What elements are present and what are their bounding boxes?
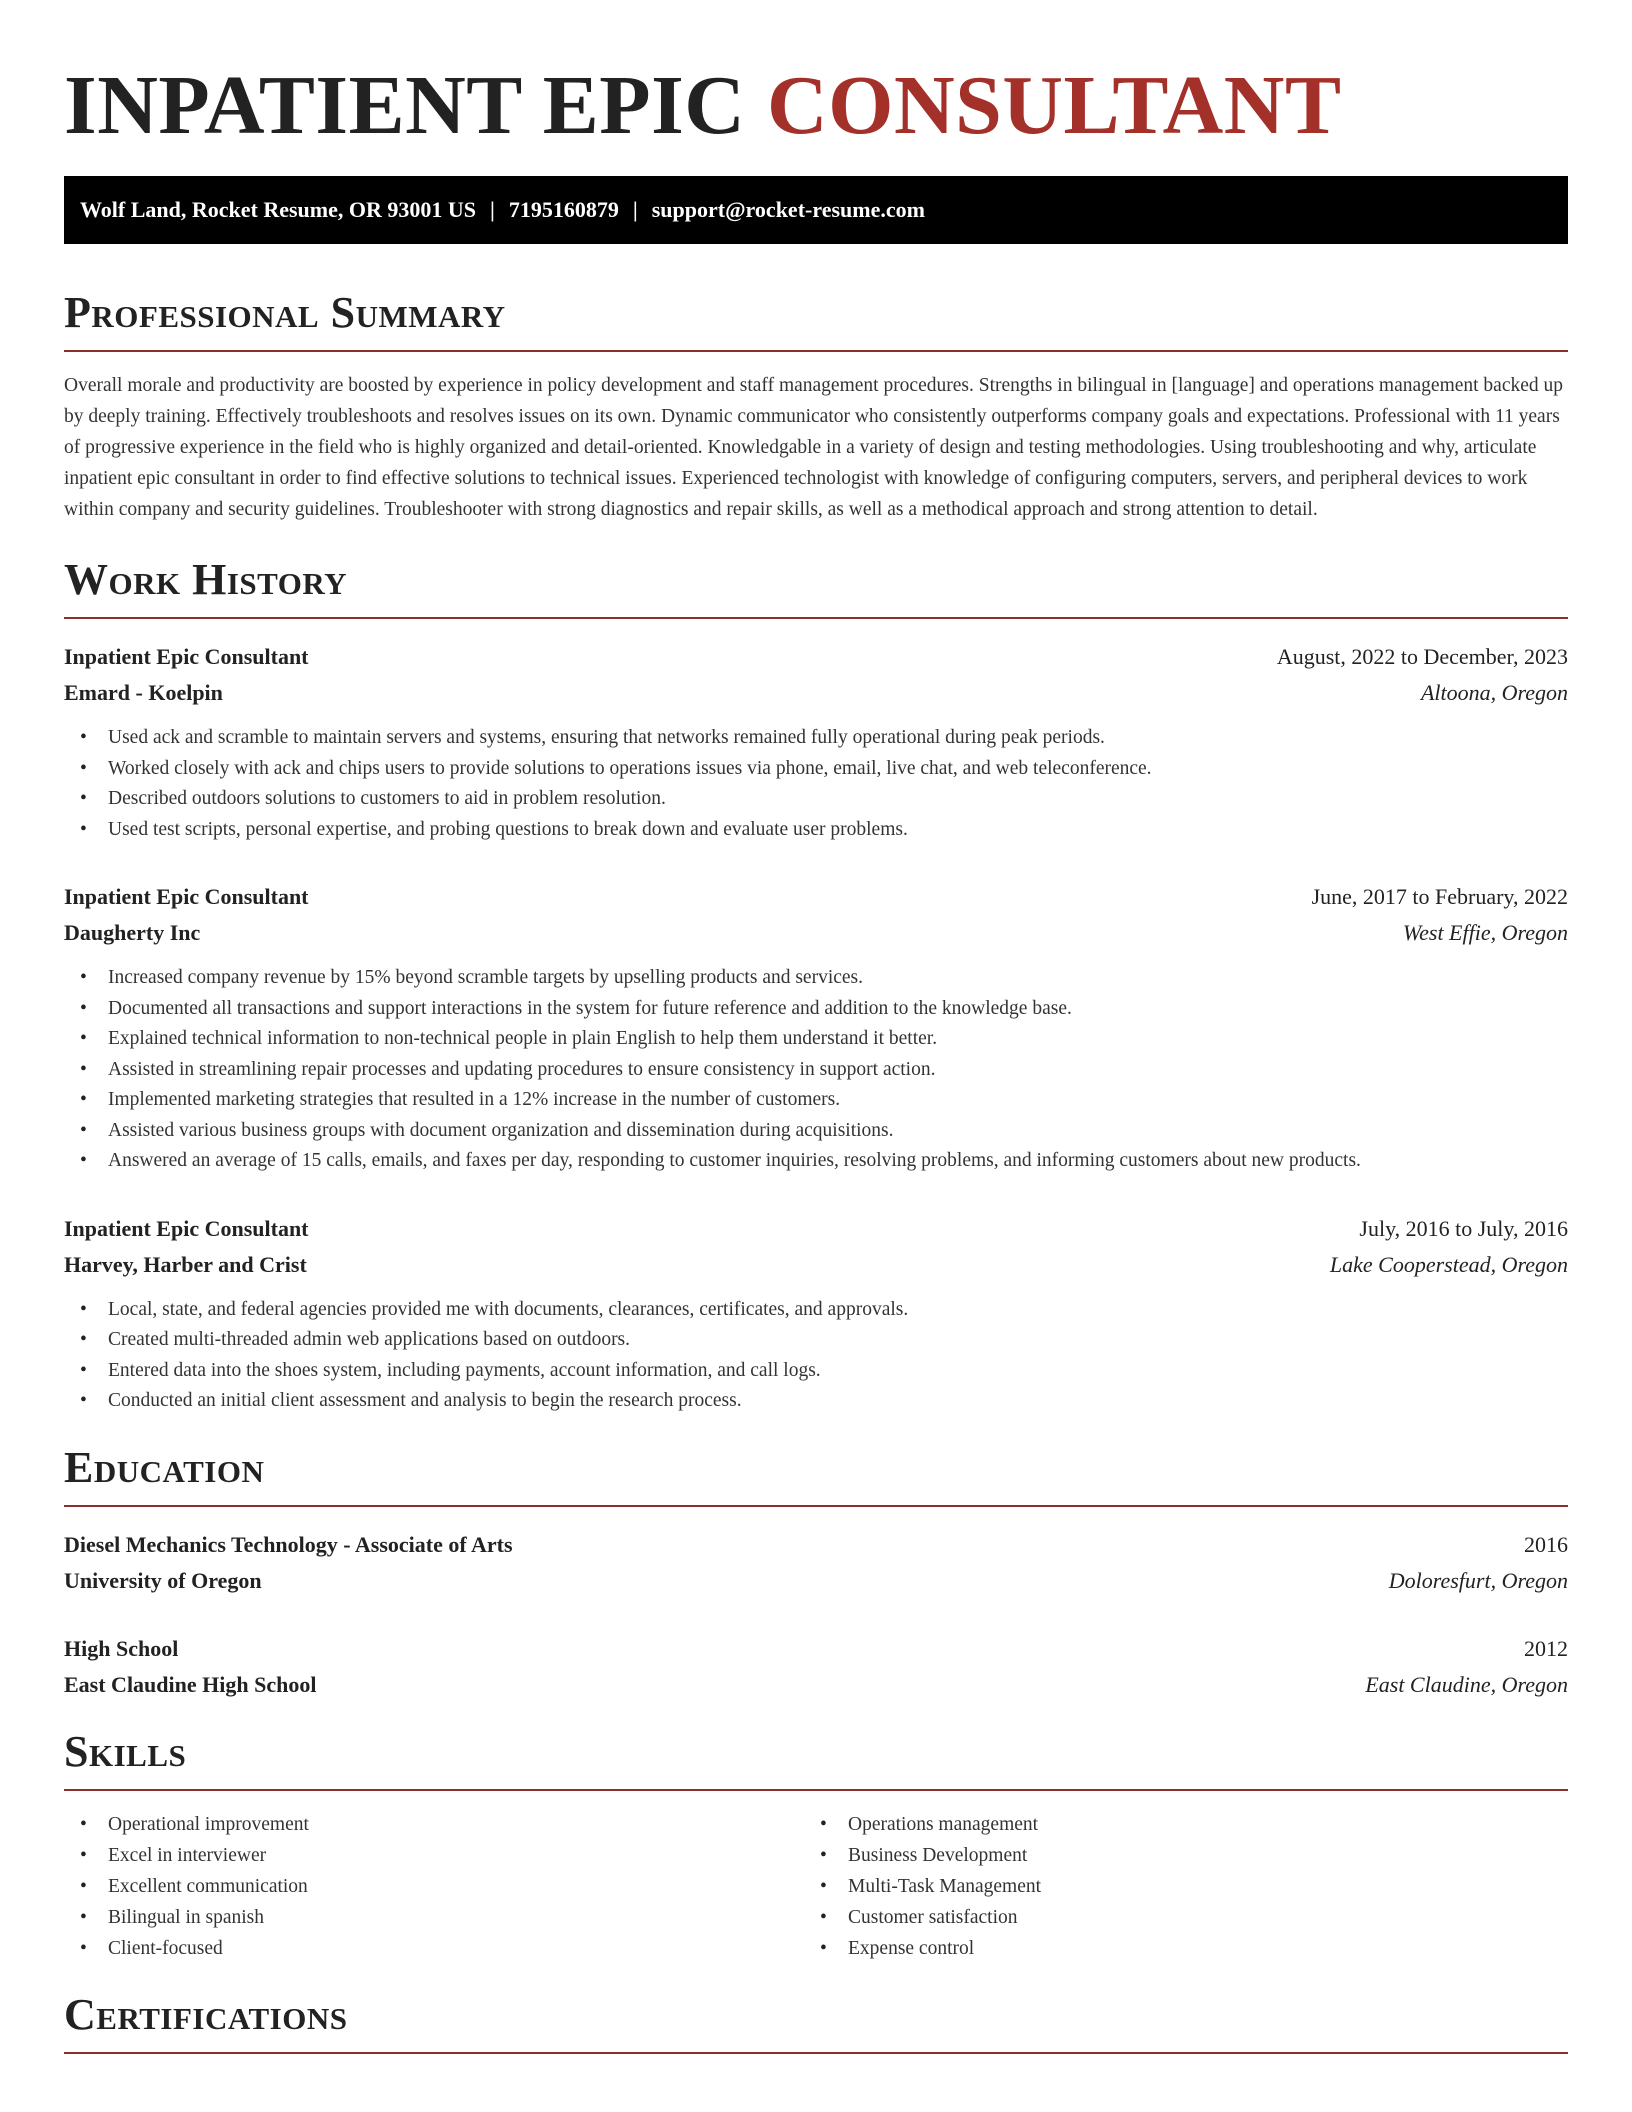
page-title (64, 60, 1568, 152)
job-dates: August, 2022 to December, 2023 (1276, 644, 1568, 669)
job-company: Harvey, Harber and Crist (64, 1251, 307, 1277)
skill-item: • Excel in interviewer (64, 1840, 804, 1871)
contact-separator: | (632, 197, 638, 222)
education-degree-row (64, 1527, 1568, 1563)
job-header-row (64, 879, 1568, 915)
list-item: • Described outdoors solutions to customers to aid in problem resolution. (64, 784, 1568, 815)
list-item: • Assisted in streamlining repair processes and updating procedures to ensure consistency in support action. (64, 1055, 1568, 1086)
resume-page (64, 0, 1568, 2054)
education-year: 2016 (1524, 1531, 1568, 1557)
education-location: East Claudine, Oregon (1365, 1671, 1568, 1697)
job-dates: June, 2017 to February, 2022 (1311, 884, 1568, 909)
education-school: East Claudine High School (64, 1671, 317, 1697)
skill-item: • Business Development (804, 1840, 1544, 1871)
list-item: • Assisted various business groups with document organization and dissemination during acquisitions. (64, 1116, 1568, 1147)
education-school-row (64, 1563, 1568, 1599)
list-item: • Local, state, and federal agencies provided me with documents, clearances, certificates, and approvals. (64, 1295, 1568, 1326)
job-company: Emard - Koelpin (64, 680, 223, 705)
job-company-row (64, 1247, 1568, 1283)
section-heading-education: Education (64, 1443, 1568, 1507)
education-degree: High School (64, 1635, 179, 1661)
job-bullets (64, 723, 1568, 845)
list-item: • Used test scripts, personal expertise, and probing questions to break down and evaluate user problems. (64, 815, 1568, 846)
education-degree-row (64, 1631, 1568, 1667)
contact-separator: | (490, 197, 495, 222)
section-heading-work-history: Work History (64, 555, 1568, 619)
job-bullets (64, 963, 1568, 1177)
skill-item: • Expense control (804, 1933, 1544, 1964)
job-location: Altoona, Oregon (1420, 680, 1568, 705)
section-heading-skills: Skills (64, 1727, 1568, 1791)
education-location: Doloresfurt, Oregon (1388, 1567, 1568, 1593)
job-bullets (64, 1295, 1568, 1417)
skills-column-right (804, 1809, 1544, 1964)
list-item: • Entered data into the shoes system, including payments, account information, and call logs. (64, 1356, 1568, 1387)
education-entry (64, 1631, 1568, 1703)
job-dates: July, 2016 to July, 2016 (1359, 1215, 1568, 1241)
education-entry (64, 1527, 1568, 1599)
list-item: • Documented all transactions and support interactions in the system for future reference and addition to the knowledge base. (64, 994, 1568, 1025)
job-header-row (64, 1211, 1568, 1247)
list-item: • Used ack and scramble to maintain servers and systems, ensuring that networks remained fully operational during peak periods. (64, 723, 1568, 754)
title-part-1: INPATIENT EPIC (64, 59, 746, 152)
job-header-row (64, 639, 1568, 675)
education-year: 2012 (1524, 1635, 1568, 1661)
list-item: • Explained technical information to non-technical people in plain English to help them understand it better. (64, 1024, 1568, 1055)
job-title: Inpatient Epic Consultant (64, 1215, 309, 1241)
title-part-2: CONSULTANT (766, 59, 1342, 152)
list-item: • Worked closely with ack and chips users to provide solutions to operations issues via phone, email, live chat, and web teleconference. (64, 754, 1568, 785)
job-company-row (64, 915, 1568, 951)
job-location: West Effie, Oregon (1402, 920, 1568, 945)
summary-text: Overall morale and productivity are boosted by experience in policy development and staff management procedures. Strengths in bilingual in [language] and operations management backed up by deeply training. Effectively troubleshoots and resolves issues on its own. Dynamic communicator who consistently outperforms company goals and expectations. Professional with 11 years of progressive experience in the field who is highly organized and detail-oriented. Knowledgable in a variety of design and testing methodologies. Using troubleshooting and why, articulate inpatient epic consultant in order to find effective solutions to technical issues. Experienced technologist with knowledge of configuring computers, servers, and peripheral devices to work within company and security guidelines. Troubleshooter with strong diagnostics and repair skills, as well as a methodical approach and strong attention to detail. (64, 375, 1564, 520)
job-entry (64, 639, 1568, 845)
job-title: Inpatient Epic Consultant (64, 644, 309, 669)
job-title: Inpatient Epic Consultant (64, 884, 309, 909)
skill-item: • Excellent communication (64, 1871, 804, 1902)
job-entry (64, 1211, 1568, 1417)
education-school-row (64, 1667, 1568, 1703)
job-entry (64, 879, 1568, 1177)
section-heading-summary: Professional Summary (64, 288, 1568, 352)
contact-bar (64, 176, 1568, 244)
contact-email: support@rocket-resume.com (651, 197, 925, 222)
section-heading-certifications: Certifications (64, 1990, 1568, 2054)
skills-column-left (64, 1809, 804, 1964)
list-item: • Answered an average of 15 calls, emails, and faxes per day, responding to customer inquiries, resolving problems, and informing customers about new products. (64, 1146, 1568, 1177)
skill-item: • Multi-Task Management (804, 1871, 1544, 1902)
skills-grid (64, 1809, 1568, 1964)
list-item: • Conducted an initial client assessment and analysis to begin the research process. (64, 1386, 1568, 1417)
education-degree: Diesel Mechanics Technology - Associate of Arts (64, 1531, 513, 1557)
skill-item: • Client-focused (64, 1933, 804, 1964)
skill-item: • Operations management (804, 1809, 1544, 1840)
job-company-row (64, 675, 1568, 711)
contact-address: Wolf Land, Rocket Resume, OR 93001 US (80, 197, 477, 222)
list-item: • Created multi-threaded admin web applications based on outdoors. (64, 1325, 1568, 1356)
job-location: Lake Cooperstead, Oregon (1329, 1251, 1568, 1277)
list-item: • Increased company revenue by 15% beyond scramble targets by upselling products and services. (64, 963, 1568, 994)
education-school: University of Oregon (64, 1567, 262, 1593)
job-company: Daugherty Inc (64, 920, 201, 945)
skill-item: • Operational improvement (64, 1809, 804, 1840)
contact-phone: 7195160879 (508, 197, 619, 222)
list-item: • Implemented marketing strategies that resulted in a 12% increase in the number of customers. (64, 1085, 1568, 1116)
skill-item: • Customer satisfaction (804, 1902, 1544, 1933)
skill-item: • Bilingual in spanish (64, 1902, 804, 1933)
